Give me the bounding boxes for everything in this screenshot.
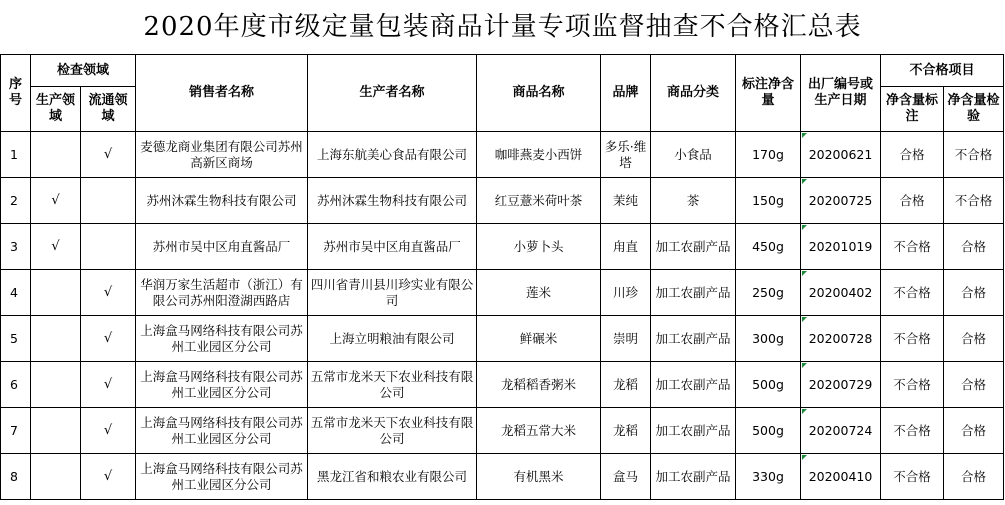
cell-circulation-mark: √	[81, 316, 136, 362]
cell-fail-label: 合格	[881, 132, 944, 178]
cell-production-mark: √	[31, 178, 81, 224]
cell-date: 20200410	[801, 454, 881, 500]
cell-circulation-mark: √	[81, 362, 136, 408]
table-title: 2020年度市级定量包装商品计量专项监督抽查不合格汇总表	[143, 12, 862, 42]
cell-category: 加工农副产品	[651, 270, 736, 316]
cell-producer: 上海立明粮油有限公司	[308, 316, 477, 362]
cell-seller: 麦德龙商业集团有限公司苏州高新区商场	[136, 132, 308, 178]
cell-seller: 上海盒马网络科技有限公司苏州工业园区分公司	[136, 316, 308, 362]
cell-seq: 6	[1, 362, 31, 408]
cell-production-mark	[31, 132, 81, 178]
header-net: 标注净含量	[736, 55, 801, 132]
cell-category: 加工农副产品	[651, 454, 736, 500]
cell-fail-label: 合格	[881, 178, 944, 224]
cell-production-mark: √	[31, 224, 81, 270]
header-fail-label: 净含量标注	[881, 87, 944, 132]
header-seq: 序号	[1, 55, 31, 132]
table-row	[1, 316, 1004, 362]
cell-production-mark	[31, 454, 81, 500]
cell-fail-label: 不合格	[881, 270, 944, 316]
cell-fail-label: 不合格	[881, 408, 944, 454]
cell-seq: 5	[1, 316, 31, 362]
cell-producer: 四川省青川县川珍实业有限公司	[308, 270, 477, 316]
cell-circulation-mark	[81, 178, 136, 224]
cell-fail-check: 合格	[944, 224, 1004, 270]
cell-date: 20200728	[801, 316, 881, 362]
cell-seller: 上海盒马网络科技有限公司苏州工业园区分公司	[136, 454, 308, 500]
table-row	[1, 454, 1004, 500]
cell-brand: 盒马	[601, 454, 651, 500]
cell-product: 龙稻稻香粥米	[477, 362, 601, 408]
cell-fail-check: 合格	[944, 362, 1004, 408]
cell-category: 小食品	[651, 132, 736, 178]
cell-date: 20200724	[801, 408, 881, 454]
cell-fail-check: 合格	[944, 454, 1004, 500]
cell-net: 150g	[736, 178, 801, 224]
cell-product: 有机黑米	[477, 454, 601, 500]
cell-brand: 龙稻	[601, 408, 651, 454]
cell-product: 莲米	[477, 270, 601, 316]
cell-net: 330g	[736, 454, 801, 500]
cell-circulation-mark	[81, 224, 136, 270]
cell-seller: 上海盒马网络科技有限公司苏州工业园区分公司	[136, 408, 308, 454]
table-row	[1, 224, 1004, 270]
table-row	[1, 270, 1004, 316]
header-fail-check: 净含量检验	[944, 87, 1004, 132]
cell-seller: 苏州市吴中区甪直酱品厂	[136, 224, 308, 270]
cell-net: 170g	[736, 132, 801, 178]
cell-fail-check: 合格	[944, 270, 1004, 316]
cell-product: 鲜碾米	[477, 316, 601, 362]
table-row	[1, 132, 1004, 178]
cell-fail-check: 合格	[944, 316, 1004, 362]
cell-circulation-mark: √	[81, 270, 136, 316]
cell-category: 加工农副产品	[651, 316, 736, 362]
cell-seq: 8	[1, 454, 31, 500]
cell-circulation-mark: √	[81, 408, 136, 454]
cell-fail-label: 不合格	[881, 362, 944, 408]
cell-brand: 龙稻	[601, 362, 651, 408]
cell-fail-check: 合格	[944, 408, 1004, 454]
cell-category: 加工农副产品	[651, 224, 736, 270]
cell-category: 茶	[651, 178, 736, 224]
cell-date: 20200402	[801, 270, 881, 316]
header-area-circulation: 流通领域	[81, 87, 136, 132]
cell-seller: 上海盒马网络科技有限公司苏州工业园区分公司	[136, 362, 308, 408]
cell-circulation-mark: √	[81, 454, 136, 500]
cell-fail-label: 不合格	[881, 224, 944, 270]
cell-brand: 崇明	[601, 316, 651, 362]
cell-brand: 甪直	[601, 224, 651, 270]
cell-producer: 五常市龙米天下农业科技有限公司	[308, 362, 477, 408]
cell-producer: 苏州市吴中区甪直酱品厂	[308, 224, 477, 270]
cell-producer: 五常市龙米天下农业科技有限公司	[308, 408, 477, 454]
cell-date: 20200725	[801, 178, 881, 224]
header-category: 商品分类	[651, 55, 736, 132]
header-product: 商品名称	[477, 55, 601, 132]
cell-circulation-mark: √	[81, 132, 136, 178]
header-seller: 销售者名称	[136, 55, 308, 132]
header-area-production: 生产领域	[31, 87, 81, 132]
cell-seq: 1	[1, 132, 31, 178]
header-fail: 不合格项目	[881, 55, 1004, 87]
cell-production-mark	[31, 270, 81, 316]
cell-producer: 上海东航美心食品有限公司	[308, 132, 477, 178]
cell-fail-label: 不合格	[881, 454, 944, 500]
cell-seq: 3	[1, 224, 31, 270]
cell-net: 300g	[736, 316, 801, 362]
cell-brand: 多乐·维塔	[601, 132, 651, 178]
header-row-1	[1, 55, 1004, 87]
cell-date: 20200621	[801, 132, 881, 178]
cell-production-mark	[31, 408, 81, 454]
cell-net: 500g	[736, 408, 801, 454]
cell-fail-check: 不合格	[944, 178, 1004, 224]
cell-producer: 苏州沐霖生物科技有限公司	[308, 178, 477, 224]
cell-category: 加工农副产品	[651, 362, 736, 408]
header-brand: 品牌	[601, 55, 651, 132]
cell-product: 红豆薏米荷叶茶	[477, 178, 601, 224]
cell-seq: 7	[1, 408, 31, 454]
cell-seller: 苏州沐霖生物科技有限公司	[136, 178, 308, 224]
cell-brand: 茉纯	[601, 178, 651, 224]
cell-seq: 4	[1, 270, 31, 316]
header-date: 出厂编号或生产日期	[801, 55, 881, 132]
cell-category: 加工农副产品	[651, 408, 736, 454]
cell-product: 咖啡燕麦小西饼	[477, 132, 601, 178]
table-row	[1, 408, 1004, 454]
header-area: 检查领域	[31, 55, 136, 87]
cell-production-mark	[31, 316, 81, 362]
cell-production-mark	[31, 362, 81, 408]
cell-date: 20201019	[801, 224, 881, 270]
table-row	[1, 178, 1004, 224]
cell-net: 450g	[736, 224, 801, 270]
table-row	[1, 362, 1004, 408]
cell-net: 500g	[736, 362, 801, 408]
cell-product: 龙稻五常大米	[477, 408, 601, 454]
header-producer: 生产者名称	[308, 55, 477, 132]
cell-fail-label: 不合格	[881, 316, 944, 362]
cell-seller: 华润万家生活超市（浙江）有限公司苏州阳澄湖西路店	[136, 270, 308, 316]
summary-table	[0, 54, 1004, 500]
cell-brand: 川珍	[601, 270, 651, 316]
cell-seq: 2	[1, 178, 31, 224]
cell-product: 小萝卜头	[477, 224, 601, 270]
cell-producer: 黑龙江省和粮农业有限公司	[308, 454, 477, 500]
cell-date: 20200729	[801, 362, 881, 408]
cell-net: 250g	[736, 270, 801, 316]
cell-fail-check: 不合格	[944, 132, 1004, 178]
